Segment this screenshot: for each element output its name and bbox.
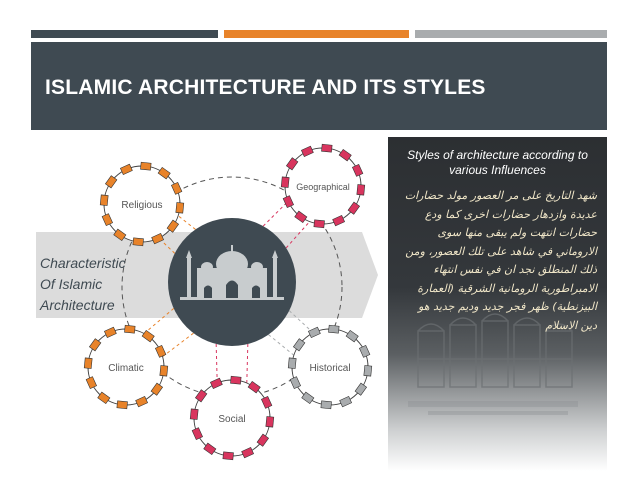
ring-segment-historical bbox=[288, 358, 296, 369]
influence-label-historical: Historical bbox=[309, 363, 351, 374]
ring-segment-social bbox=[190, 409, 198, 420]
ring-segment-climatic bbox=[160, 365, 168, 376]
panel-body-arabic: شهد التاريخ على مر العصور مولد حضارات عديدة وازدهار حضارات اخرى كما ودع حضارات انتهت ولم يبقى منها سوى الاروماني في شاهد على تلك العصور، ومن ذلك المنطلق نجد ان في نفس انتهاء الامبراطورية الرومانية الشرقية (العمارة البيزنطية) ظهر فجر جديد وديم جديد هو دين الاسلام bbox=[404, 189, 597, 332]
ring-segment-climatic bbox=[117, 401, 128, 409]
connector-geographical-1 bbox=[263, 201, 288, 226]
ring-segment-religious bbox=[176, 202, 184, 213]
mosque-arch-right bbox=[252, 286, 260, 299]
influence-node-social bbox=[190, 376, 274, 460]
influence-label-climatic: Climatic bbox=[108, 363, 144, 374]
ring-segment-geographical bbox=[321, 144, 332, 152]
ring-segment-historical bbox=[321, 401, 332, 409]
ring-segment-religious bbox=[140, 162, 151, 170]
slide-title: ISLAMIC ARCHITECTURE AND ITS STYLES bbox=[45, 76, 486, 99]
connector-religious-2 bbox=[178, 216, 195, 230]
accent-bar-gray bbox=[415, 30, 607, 38]
center-label-line-2: Of Islamic bbox=[40, 276, 103, 292]
center-label-line-1: Characteristic bbox=[40, 255, 126, 271]
mosque-arch bbox=[226, 281, 238, 299]
influence-label-geographical: Geographical bbox=[296, 182, 350, 192]
mosque-arch-left bbox=[204, 286, 212, 299]
ring-segment-religious bbox=[100, 195, 108, 206]
influence-node-historical bbox=[288, 325, 372, 409]
influence-label-social: Social bbox=[218, 414, 246, 425]
ring-segment-geographical bbox=[281, 177, 289, 188]
ring-segment-climatic bbox=[124, 325, 135, 333]
ring-segment-geographical bbox=[314, 220, 325, 228]
connector-social-2 bbox=[216, 344, 217, 383]
influences-panel bbox=[388, 137, 607, 471]
influence-label-religious: Religious bbox=[121, 200, 163, 211]
ring-segment-geographical bbox=[357, 184, 365, 195]
ring-segment-climatic bbox=[84, 358, 92, 369]
center-label-line-3: Architecture bbox=[40, 297, 115, 313]
panel-heading: Styles of architecture according to various Influences bbox=[407, 148, 588, 177]
ring-segment-historical bbox=[364, 365, 372, 376]
connector-climatic-1 bbox=[163, 333, 194, 357]
connector-social-1 bbox=[247, 344, 248, 383]
influence-node-climatic bbox=[84, 325, 168, 409]
ring-segment-religious bbox=[133, 238, 144, 246]
ring-segment-social bbox=[266, 416, 274, 427]
ring-segment-social bbox=[223, 452, 234, 460]
connector-historical-2 bbox=[268, 335, 293, 356]
influence-node-geographical bbox=[281, 144, 365, 228]
ring-segment-historical bbox=[328, 325, 339, 333]
ring-segment-social bbox=[230, 376, 241, 384]
